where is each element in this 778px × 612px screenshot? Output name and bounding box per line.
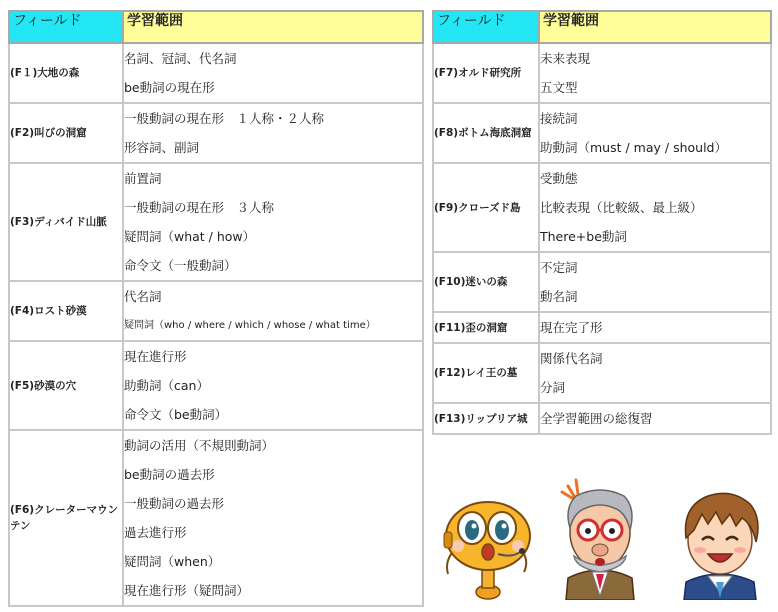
scope-item: 分詞: [540, 380, 566, 395]
field-name: (F9)クローズド島: [433, 163, 539, 252]
scope-item: 一般動詞の現在形 １人称・２人称: [124, 111, 325, 126]
field-row: [433, 403, 771, 434]
scope-item: 現在進行形: [124, 349, 187, 364]
scope-item: be動詞の現在形: [124, 80, 215, 95]
scope-header: 学習範囲: [539, 11, 771, 43]
field-name: (F5)砂漠の穴: [9, 341, 123, 430]
scope-item: 過去進行形: [124, 525, 187, 540]
field-row: [9, 430, 423, 606]
left-scope-table: [8, 10, 424, 607]
scope-item: 接続詞: [540, 111, 578, 126]
scope-item: 疑問詞（what / how）: [124, 229, 256, 244]
field-header: フィールド: [433, 11, 539, 43]
scope-item: There+be動詞: [540, 229, 627, 244]
scope-item: 関係代名詞: [540, 351, 603, 366]
scope-cell: [123, 103, 423, 163]
table-header-row: [9, 11, 423, 43]
field-name: (F4)ロスト砂漠: [9, 281, 123, 341]
scope-item: 五文型: [540, 80, 578, 95]
right-scope-table: [432, 10, 772, 435]
field-row: [433, 103, 771, 163]
scope-item: 形容詞、副詞: [124, 140, 200, 155]
scope-item: 疑問詞（who / where / which / whose / what time）: [124, 320, 376, 331]
scope-item: 助動詞（must / may / should）: [540, 140, 727, 155]
scope-cell: [123, 341, 423, 430]
scope-header: 学習範囲: [123, 11, 423, 43]
scope-cell: [539, 43, 771, 103]
field-row: [9, 43, 423, 103]
scope-item: 一般動詞の現在形 ３人称: [124, 200, 275, 215]
field-name: (F13)リップリア城: [433, 403, 539, 434]
field-name: (F6)クレーターマウンテン: [9, 430, 123, 606]
scope-item: 疑問詞（when）: [124, 554, 221, 569]
professor-character: [554, 478, 646, 600]
orange-robot-character: [438, 488, 538, 600]
field-name: (F2)叫びの洞窟: [9, 103, 123, 163]
scope-cell: [123, 163, 423, 281]
scope-item: 一般動詞の過去形: [124, 496, 225, 511]
scope-item: 名詞、冠詞、代名詞: [124, 51, 237, 66]
scope-item: 比較表現（比較級、最上級）: [540, 200, 703, 215]
field-row: [433, 163, 771, 252]
scope-cell: [539, 403, 771, 434]
scope-item: 助動詞（can）: [124, 378, 209, 393]
scope-cell: [539, 103, 771, 163]
field-name: (F１)大地の森: [9, 43, 123, 103]
field-row: [9, 103, 423, 163]
field-name: (F8)ボトム海底洞窟: [433, 103, 539, 163]
boy-character: [672, 486, 768, 600]
scope-cell: [123, 281, 423, 341]
scope-item: 動詞の活用（不規則動詞）: [124, 438, 275, 453]
scope-item: 受動態: [540, 171, 578, 186]
scope-item: 未来表現: [540, 51, 591, 66]
field-row: [9, 281, 423, 341]
table-header-row: [433, 11, 771, 43]
field-row: [433, 43, 771, 103]
scope-item: 全学習範囲の総復習: [540, 411, 653, 426]
scope-item: 前置詞: [124, 171, 162, 186]
scope-item: 代名詞: [124, 289, 162, 304]
scope-item: 命令文（be動詞）: [124, 407, 228, 422]
scope-cell: [123, 43, 423, 103]
field-row: [433, 312, 771, 343]
scope-item: 動名詞: [540, 289, 578, 304]
field-row: [433, 343, 771, 403]
scope-cell: [539, 252, 771, 312]
field-row: [9, 163, 423, 281]
field-name: (F12)レイ王の墓: [433, 343, 539, 403]
scope-item: 不定詞: [540, 260, 578, 275]
field-row: [433, 252, 771, 312]
scope-item: 現在進行形（疑問詞）: [124, 583, 250, 598]
field-row: [9, 341, 423, 430]
field-name: (F7)オルド研究所: [433, 43, 539, 103]
field-name: (F3)ディバイド山脈: [9, 163, 123, 281]
scope-cell: [123, 430, 423, 606]
scope-cell: [539, 343, 771, 403]
field-name: (F10)迷いの森: [433, 252, 539, 312]
scope-item: 命令文（一般動詞）: [124, 258, 237, 273]
field-name: (F11)歪の洞窟: [433, 312, 539, 343]
scope-item: 現在完了形: [540, 320, 603, 335]
field-header: フィールド: [9, 11, 123, 43]
scope-item: be動詞の過去形: [124, 467, 215, 482]
scope-cell: [539, 163, 771, 252]
scope-cell: [539, 312, 771, 343]
